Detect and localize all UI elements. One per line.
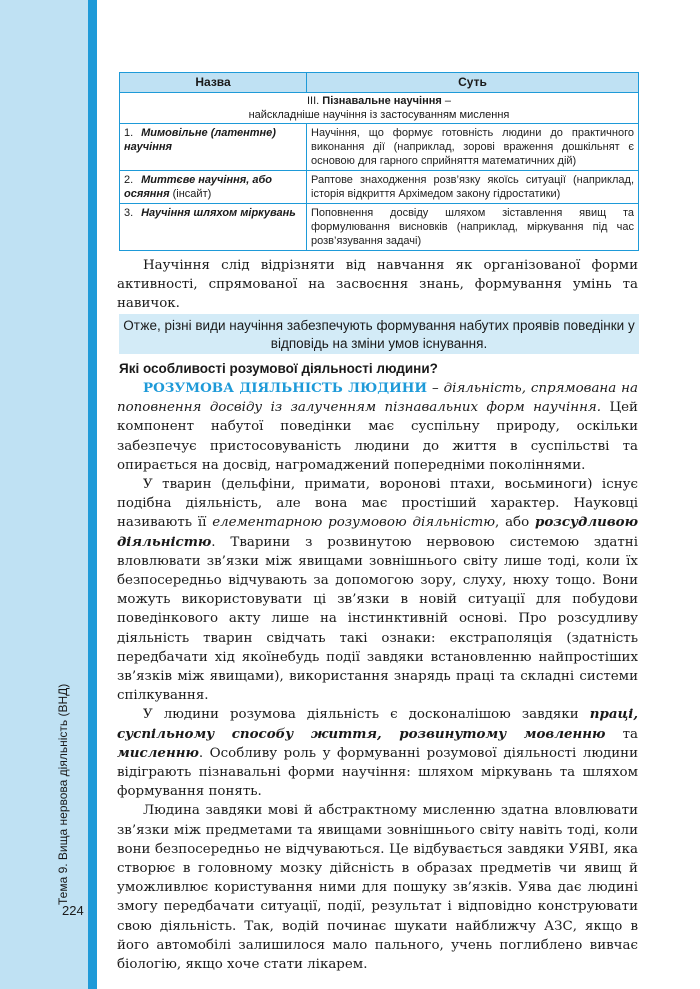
- text-run: . Особливу роль у формуванні розумової діяльності людини відіграють пізнавальні форми научіння: шляхом міркувань та шляхом формування понять.: [117, 745, 638, 800]
- section-subtitle: найскладніше научіння із застосуванням мислення: [248, 109, 510, 121]
- table-header-name: Назва: [120, 73, 307, 93]
- text-run: У тварин (дельфіни, примати, воронові птахи, восьминоги) існує подібна діяльність, але вона має простіший характер. Науковці називають її: [117, 477, 638, 531]
- row-description: Раптове знаходження розв’язку якоїсь ситуації (наприклад, історія відкриття Архімедом закону гідростатики): [307, 171, 639, 204]
- row-extra: (інсайт): [169, 188, 212, 200]
- side-accent-strip: [88, 0, 97, 989]
- learning-types-table: [119, 72, 639, 251]
- section-dash: –: [441, 95, 451, 107]
- table-header-essence: Суть: [307, 73, 639, 93]
- paragraph-learning-vs-training: [117, 256, 638, 314]
- bold-italic-run: праці, суспільному способу життя, розвинутому мовленню: [117, 706, 638, 742]
- row-name: Мимовільне (латентне) научіння: [124, 127, 276, 153]
- definition-italic: діяльність, спрямована на поповнення досвіду із залученням пізнавальних форм научіння.: [117, 381, 638, 416]
- paragraph-text: Научіння слід відрізняти від навчання як організованої форми активності, спрямованої на засвоєння знань, формування умінь та навичок.: [117, 258, 638, 312]
- text-run: , або: [495, 515, 535, 531]
- page-number: 224: [62, 903, 84, 918]
- row-number: 2.: [124, 174, 134, 186]
- italic-run: елементарною розумовою діяльністю: [212, 515, 496, 531]
- main-text: [117, 379, 638, 974]
- table-row: [120, 204, 639, 251]
- human-paragraph: [117, 705, 638, 801]
- summary-callout: Отже, різні види научіння забезпечують формування набутих проявів поведінки у відповідь на зміни умов існування.: [119, 314, 639, 354]
- animals-paragraph: [117, 475, 638, 705]
- row-name: Миттєве научіння, або осяяння: [124, 174, 272, 200]
- row-description: Научіння, що формує готовність людини до практичного виконання дії (наприклад, зорові враження дошкільнят є основою для гарного сприйняття математичних дій): [307, 124, 639, 171]
- definition-dash: –: [427, 381, 444, 396]
- text-run: У людини розумова діяльність є досконалішою завдяки: [143, 707, 590, 723]
- text-run: та: [605, 726, 638, 742]
- table-row: [120, 171, 639, 204]
- table-section-row: [120, 93, 639, 124]
- section-question-heading: Які особливості розумової діяльності людини?: [119, 361, 438, 376]
- running-topic-title: Тема 9. Вища нервова діяльність (ВНД): [56, 683, 70, 905]
- row-number: 1.: [124, 127, 134, 139]
- definition-rest: Цей компонент набутої поведінки має суспільну природу, оскільки забезпечує пристосовуваність людини до життя в суспільстві та опирається на досвід, нагромаджений попередніми поколіннями.: [117, 400, 638, 473]
- row-name: Научіння шляхом міркувань: [141, 207, 296, 219]
- section-number: III.: [306, 95, 320, 107]
- text-run: . Тварини з розвинутою нервовою системою здатні вловлювати зв’язки між явищами зовнішнього світу лише тоді, коли їх безпосередньо відчувають за допомогою зору, слуху, нюху тощо. Вони можуть використовувати ці зв’язки в новій ситуації для побудови поведінкового акту лише на інстинктивній основі. Про розсудливу діяльність тварин свідчать такі ознаки: екстраполяція (здатність передбачати хід якоїнебудь події завдяки встановленню найпростіших зв’язків між явищами), використання знарядь праці та складні системи спілкування.: [117, 534, 638, 704]
- row-number: 3.: [124, 207, 134, 219]
- definition-paragraph: [117, 379, 638, 475]
- bold-italic-run: мисленню: [117, 744, 199, 761]
- section-title: Пізнавальне научіння: [322, 95, 442, 107]
- side-margin-band: [0, 0, 97, 989]
- definition-term: РОЗУМОВА ДІЯЛЬНІСТЬ ЛЮДИНИ: [143, 380, 428, 396]
- bold-italic-run: розсудливою діяльністю: [117, 514, 638, 550]
- imagination-paragraph: Людина завдяки мові й абстрактному мисленню здатна вловлювати зв’язки між предметами та явищами зовнішнього світу навіть тоді, коли вони безпосередньо не відчуваються. Це відбувається завдяки УЯВІ, яка створює в головному мозку дійсність в образах предметів чи явищ й уможливлює користування ними для пошуку зв’язків. Уява дає людині змогу передбачати ситуації, події, результат і відповідно конструювати свою діяльність. Так, водій починає шукати найближчу АЗС, якщо в його автомобілі залишилося мало пального, учень поглиблено вивчає біологію, якщо хоче стати лікарем.: [117, 803, 638, 973]
- table-row: [120, 124, 639, 171]
- row-description: Поповнення досвіду шляхом зіставлення явищ та формулювання висновків (наприклад, міркування під час розв’язування задачі): [307, 204, 639, 251]
